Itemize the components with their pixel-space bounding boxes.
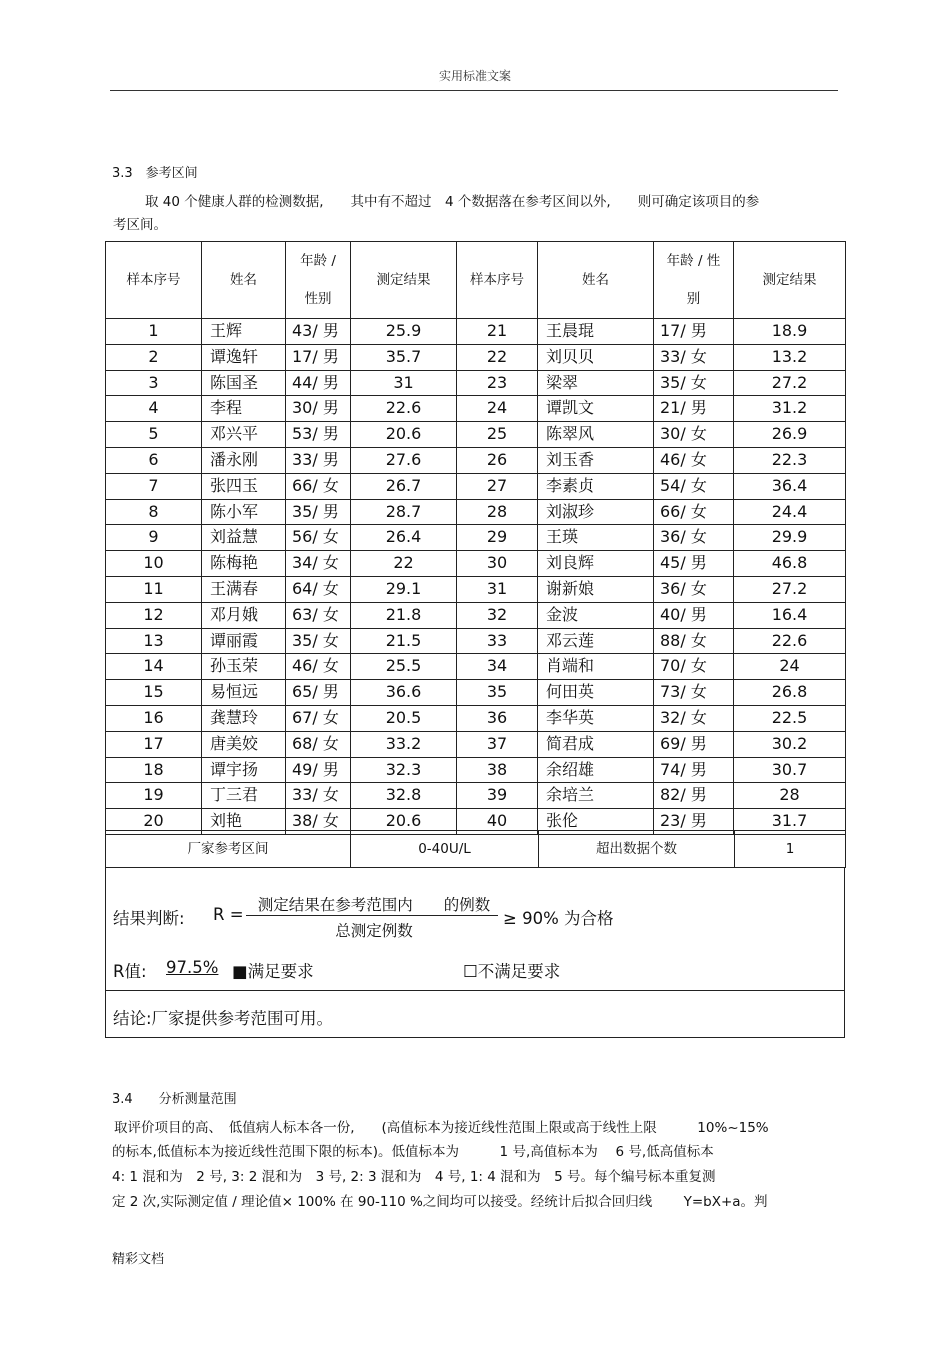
result-cell: 30.7: [734, 757, 846, 783]
age-gender-cell: 23/ 男: [654, 809, 734, 835]
name-cell: 谭逸轩: [202, 344, 286, 370]
age-gender-cell: 21/ 男: [654, 396, 734, 422]
column-header: 样本序号: [457, 242, 538, 319]
column-header: 姓名: [202, 242, 286, 319]
name-cell: 简君成: [538, 731, 654, 757]
sample-number: 7: [106, 473, 202, 499]
result-cell: 32.3: [351, 757, 457, 783]
name-cell: 张伦: [538, 809, 654, 835]
result-cell: 29.9: [734, 525, 846, 551]
result-cell: 21.8: [351, 602, 457, 628]
age-gender-cell: 40/ 男: [654, 602, 734, 628]
result-cell: 13.2: [734, 344, 846, 370]
ref-range-label: 厂家参考区间: [106, 831, 351, 868]
result-cell: 20.6: [351, 422, 457, 448]
table-row: [106, 757, 846, 783]
age-gender-cell: 46/ 女: [286, 654, 351, 680]
result-cell: 31.7: [734, 809, 846, 835]
header-divider: [110, 90, 838, 91]
conclusion-text: 结论:厂家提供参考范围可用。: [113, 1009, 334, 1028]
age-gender-cell: 66/ 女: [286, 473, 351, 499]
column-header: 姓名: [538, 242, 654, 319]
column-header: 测定结果: [734, 242, 846, 319]
sample-number: 37: [457, 731, 538, 757]
name-cell: 邓云莲: [538, 628, 654, 654]
age-gender-cell: 56/ 女: [286, 525, 351, 551]
name-cell: 邓月娥: [202, 602, 286, 628]
age-gender-cell: 38/ 女: [286, 809, 351, 835]
age-gender-cell: 73/ 女: [654, 680, 734, 706]
result-cell: 27.2: [734, 576, 846, 602]
result-cell: 36.4: [734, 473, 846, 499]
age-gender-cell: 17/ 男: [286, 344, 351, 370]
age-gender-cell: 32/ 女: [654, 705, 734, 731]
age-gender-cell: 63/ 女: [286, 602, 351, 628]
table-row: [106, 319, 846, 345]
sample-number: 38: [457, 757, 538, 783]
result-cell: 22.5: [734, 705, 846, 731]
sample-number: 26: [457, 447, 538, 473]
result-cell: 36.6: [351, 680, 457, 706]
name-cell: 李素贞: [538, 473, 654, 499]
sample-number: 8: [106, 499, 202, 525]
table-row: [106, 654, 846, 680]
name-cell: 唐美姣: [202, 731, 286, 757]
age-gender-cell: 34/ 女: [286, 551, 351, 577]
age-gender-cell: 33/ 男: [286, 447, 351, 473]
result-cell: 18.9: [734, 319, 846, 345]
name-cell: 王瑛: [538, 525, 654, 551]
age-gender-cell: 88/ 女: [654, 628, 734, 654]
result-cell: 30.2: [734, 731, 846, 757]
sample-number: 20: [106, 809, 202, 835]
age-gender-cell: 35/ 女: [286, 628, 351, 654]
sample-number: 4: [106, 396, 202, 422]
sample-number: 5: [106, 422, 202, 448]
result-cell: 20.5: [351, 705, 457, 731]
name-cell: 王满春: [202, 576, 286, 602]
sample-number: 19: [106, 783, 202, 809]
age-gender-cell: 36/ 女: [654, 525, 734, 551]
result-cell: 24: [734, 654, 846, 680]
table-row: [106, 473, 846, 499]
age-gender-cell: 64/ 女: [286, 576, 351, 602]
sample-number: 25: [457, 422, 538, 448]
section-paragraph-line: 取 40 个健康人群的检测数据, 其中有不超过 4 个数据落在参考区间以外, 则可确定该项目的参: [145, 194, 760, 210]
section-heading-3-3: 3.3 参考区间: [112, 166, 198, 181]
sample-number: 17: [106, 731, 202, 757]
sample-number: 33: [457, 628, 538, 654]
table-row: [106, 783, 846, 809]
sample-number: 2: [106, 344, 202, 370]
name-cell: 金波: [538, 602, 654, 628]
result-cell: 28.7: [351, 499, 457, 525]
name-cell: 刘淑珍: [538, 499, 654, 525]
result-cell: 22.6: [351, 396, 457, 422]
age-gender-cell: 49/ 男: [286, 757, 351, 783]
age-gender-cell: 66/ 女: [654, 499, 734, 525]
pass-criterion: ≥ 90% 为合格: [503, 909, 614, 928]
section-paragraph-line: 考区间。: [113, 217, 167, 233]
table-row: [106, 499, 846, 525]
exceed-count-value: 1: [735, 831, 846, 868]
result-cell: 21.5: [351, 628, 457, 654]
age-gender-cell: 35/ 女: [654, 370, 734, 396]
name-cell: 梁翠: [538, 370, 654, 396]
result-cell: 26.7: [351, 473, 457, 499]
table-row: [106, 705, 846, 731]
result-cell: 22.3: [734, 447, 846, 473]
sample-number: 22: [457, 344, 538, 370]
age-gender-cell: 43/ 男: [286, 319, 351, 345]
table-row: [106, 551, 846, 577]
age-gender-cell: 46/ 女: [654, 447, 734, 473]
age-gender-cell: 17/ 男: [654, 319, 734, 345]
name-cell: 何田英: [538, 680, 654, 706]
result-cell: 32.8: [351, 783, 457, 809]
name-cell: 王晨琨: [538, 319, 654, 345]
result-cell: 26.9: [734, 422, 846, 448]
sample-number: 23: [457, 370, 538, 396]
name-cell: 刘贝贝: [538, 344, 654, 370]
table-row: [106, 344, 846, 370]
table-row: [106, 422, 846, 448]
result-cell: 35.7: [351, 344, 457, 370]
result-cell: 25.9: [351, 319, 457, 345]
name-cell: 谭宇扬: [202, 757, 286, 783]
conclusion-box: [105, 990, 845, 1038]
exceed-count-label: 超出数据个数: [539, 831, 735, 868]
name-cell: 龚慧玲: [202, 705, 286, 731]
result-cell: 20.6: [351, 809, 457, 835]
age-gender-cell: 36/ 女: [654, 576, 734, 602]
name-cell: 丁三君: [202, 783, 286, 809]
result-cell: 27.6: [351, 447, 457, 473]
age-gender-cell: 53/ 男: [286, 422, 351, 448]
sample-number: 10: [106, 551, 202, 577]
table-row: [106, 370, 846, 396]
name-cell: 潘永刚: [202, 447, 286, 473]
result-cell: 26.4: [351, 525, 457, 551]
name-cell: 余培兰: [538, 783, 654, 809]
judgement-box: [105, 867, 845, 991]
age-gender-cell: 45/ 男: [654, 551, 734, 577]
sample-number: 27: [457, 473, 538, 499]
age-gender-cell: 35/ 男: [286, 499, 351, 525]
age-gender-cell: 33/ 女: [654, 344, 734, 370]
sample-number: 36: [457, 705, 538, 731]
sample-number: 21: [457, 319, 538, 345]
section-paragraph-line: 定 2 次,实际测定值 / 理论值× 100% 在 90-110 %之间均可以接受。经统计后拟合回归线 Y=bX+a。判: [112, 1194, 768, 1210]
name-cell: 刘玉香: [538, 447, 654, 473]
name-cell: 肖端和: [538, 654, 654, 680]
sample-number: 31: [457, 576, 538, 602]
result-cell: 28: [734, 783, 846, 809]
age-gender-cell: 33/ 女: [286, 783, 351, 809]
age-gender-cell: 82/ 男: [654, 783, 734, 809]
sample-number: 14: [106, 654, 202, 680]
age-gender-cell: 30/ 女: [654, 422, 734, 448]
section-paragraph-line: 4: 1 混和为 2 号, 3: 2 混和为 3 号, 2: 3 混和为 4 号, 1: 4 混和为 5 号。每个编号标本重复测: [112, 1169, 716, 1185]
sample-number: 13: [106, 628, 202, 654]
r-value-label: R值:: [113, 962, 147, 981]
sample-number: 35: [457, 680, 538, 706]
formula-denominator: 总测定例数: [335, 922, 413, 940]
name-cell: 谭凯文: [538, 396, 654, 422]
age-gender-cell: 69/ 男: [654, 731, 734, 757]
table-row: [106, 447, 846, 473]
age-gender-cell: 68/ 女: [286, 731, 351, 757]
sample-number: 32: [457, 602, 538, 628]
result-cell: 22.6: [734, 628, 846, 654]
name-cell: 张四玉: [202, 473, 286, 499]
age-gender-cell: 65/ 男: [286, 680, 351, 706]
sample-number: 34: [457, 654, 538, 680]
result-cell: 29.1: [351, 576, 457, 602]
table-row: [106, 628, 846, 654]
ref-range-value: 0-40U/L: [351, 831, 539, 868]
result-cell: 33.2: [351, 731, 457, 757]
result-cell: 46.8: [734, 551, 846, 577]
sample-number: 1: [106, 319, 202, 345]
name-cell: 王辉: [202, 319, 286, 345]
sample-number: 39: [457, 783, 538, 809]
table-row: [106, 602, 846, 628]
result-cell: 31.2: [734, 396, 846, 422]
sample-number: 18: [106, 757, 202, 783]
name-cell: 陈梅艳: [202, 551, 286, 577]
age-gender-cell: 54/ 女: [654, 473, 734, 499]
section-heading-3-4: 3.4 分析测量范围: [112, 1092, 237, 1107]
sample-number: 28: [457, 499, 538, 525]
name-cell: 刘益慧: [202, 525, 286, 551]
sample-number: 9: [106, 525, 202, 551]
age-gender-cell: 67/ 女: [286, 705, 351, 731]
sample-number: 12: [106, 602, 202, 628]
sample-number: 29: [457, 525, 538, 551]
fraction-bar: [246, 915, 498, 916]
sample-number: 16: [106, 705, 202, 731]
name-cell: 孙玉荣: [202, 654, 286, 680]
name-cell: 陈国圣: [202, 370, 286, 396]
table-row: [106, 731, 846, 757]
result-cell: 27.2: [734, 370, 846, 396]
result-cell: 22: [351, 551, 457, 577]
judgement-label: 结果判断:: [113, 909, 185, 928]
table-row: [106, 576, 846, 602]
name-cell: 陈小军: [202, 499, 286, 525]
table-header-row: [106, 242, 846, 319]
table-row: [106, 680, 846, 706]
name-cell: 谭丽霞: [202, 628, 286, 654]
result-cell: 24.4: [734, 499, 846, 525]
sample-number: 24: [457, 396, 538, 422]
sample-number: 11: [106, 576, 202, 602]
result-cell: 25.5: [351, 654, 457, 680]
column-header: 年龄 / 性 别: [654, 242, 734, 319]
section-paragraph-line: 取评价项目的高、 低值病人标本各一份, (高值标本为接近线性范围上限或高于线性上限 10%~15%: [114, 1120, 769, 1136]
sample-number: 15: [106, 680, 202, 706]
name-cell: 刘良辉: [538, 551, 654, 577]
name-cell: 刘艳: [202, 809, 286, 835]
sample-number: 40: [457, 809, 538, 835]
reference-range-row: [105, 830, 846, 868]
result-cell: 26.8: [734, 680, 846, 706]
name-cell: 谢新娘: [538, 576, 654, 602]
name-cell: 易恒远: [202, 680, 286, 706]
column-header: 年龄 / 性别: [286, 242, 351, 319]
meets-requirement-checkbox: ■满足要求: [232, 962, 314, 981]
name-cell: 陈翠风: [538, 422, 654, 448]
sample-number: 30: [457, 551, 538, 577]
age-gender-cell: 30/ 男: [286, 396, 351, 422]
name-cell: 李华英: [538, 705, 654, 731]
name-cell: 余绍雄: [538, 757, 654, 783]
r-value: 97.5%: [166, 958, 219, 977]
result-cell: 16.4: [734, 602, 846, 628]
age-gender-cell: 44/ 男: [286, 370, 351, 396]
table-row: [106, 396, 846, 422]
name-cell: 邓兴平: [202, 422, 286, 448]
formula-numerator: 测定结果在参考范围内 的例数: [257, 896, 491, 914]
page-header: 实用标准文案: [438, 69, 511, 83]
r-equals: R =: [213, 905, 244, 924]
age-gender-cell: 74/ 男: [654, 757, 734, 783]
sample-number: 3: [106, 370, 202, 396]
sample-number: 6: [106, 447, 202, 473]
page-footer: 精彩文档: [112, 1252, 165, 1267]
section-paragraph-line: 的标本,低值标本为接近线性范围下限的标本)。低值标本为 1 号,高值标本为 6 号,低高值标本: [112, 1144, 714, 1160]
name-cell: 李程: [202, 396, 286, 422]
column-header: 测定结果: [351, 242, 457, 319]
reference-data-table: [105, 241, 846, 835]
table-row: [106, 525, 846, 551]
result-cell: 31: [351, 370, 457, 396]
age-gender-cell: 70/ 女: [654, 654, 734, 680]
column-header: 样本序号: [106, 242, 202, 319]
not-meets-requirement-checkbox: ☐不满足要求: [463, 962, 561, 981]
